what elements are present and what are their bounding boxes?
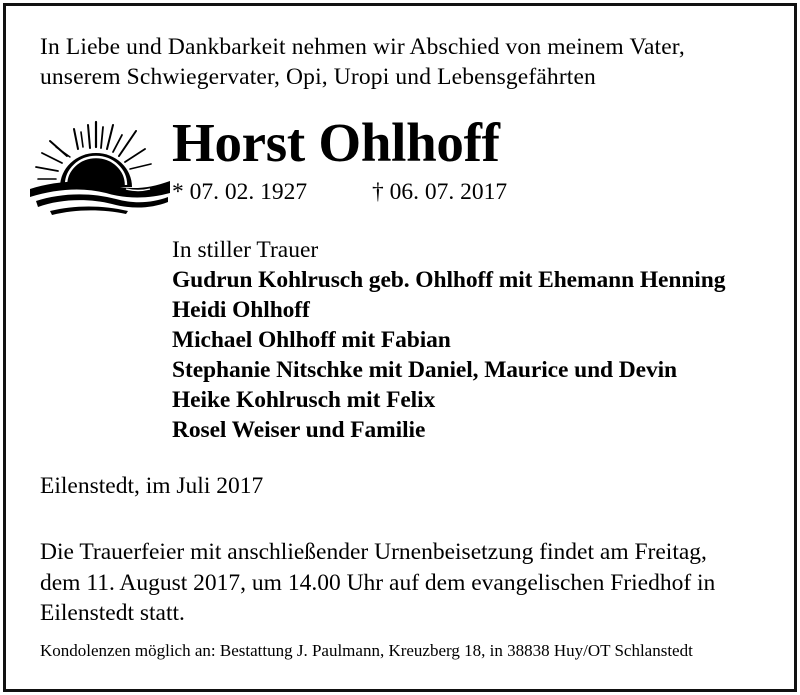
- condolences-note: Kondolenzen möglich an: Bestattung J. Paulmann, Kreuzberg 18, in 38838 Huy/OT Schlanstedt: [40, 641, 693, 660]
- service-line: Die Trauerfeier mit anschließender Urnenbeisetzung findet am Freitag,: [40, 539, 707, 565]
- intro-line: unserem Schwiegervater, Opi, Uropi und Lebensgefährten: [40, 64, 596, 90]
- service-line: Eilenstedt statt.: [40, 600, 185, 626]
- mourner-name: Rosel Weiser und Familie: [172, 417, 426, 443]
- service-line: dem 11. August 2017, um 14.00 Uhr auf dem evangelischen Friedhof in: [40, 569, 716, 596]
- intro-line: In Liebe und Dankbarkeit nehmen wir Abschied von meinem Vater,: [40, 34, 685, 60]
- service-info: [40, 537, 715, 629]
- mourner-name: Heike Kohlrusch mit Felix: [172, 387, 436, 413]
- mourner-name: Stephanie Nitschke mit Daniel, Maurice und Devin: [172, 357, 678, 383]
- death-date: † 06. 07. 2017: [372, 179, 508, 205]
- mourner-name: Michael Ohlhoff mit Fabian: [172, 327, 451, 353]
- mourner-name: Heidi Ohlhoff: [172, 297, 310, 323]
- deceased-name: Horst Ohlhoff: [172, 112, 500, 173]
- mourners-list: [172, 235, 725, 445]
- sunset-over-hills-icon: [30, 119, 170, 217]
- mourner-name: Gudrun Kohlrusch geb. Ohlhoff mit Ehemann Henning: [172, 267, 726, 293]
- birth-date: * 07. 02. 1927: [172, 179, 308, 205]
- place-date: Eilenstedt, im Juli 2017: [40, 473, 264, 499]
- obituary-frame: [3, 3, 797, 692]
- mourners-heading: In stiller Trauer: [172, 237, 319, 263]
- intro-text: [40, 32, 780, 92]
